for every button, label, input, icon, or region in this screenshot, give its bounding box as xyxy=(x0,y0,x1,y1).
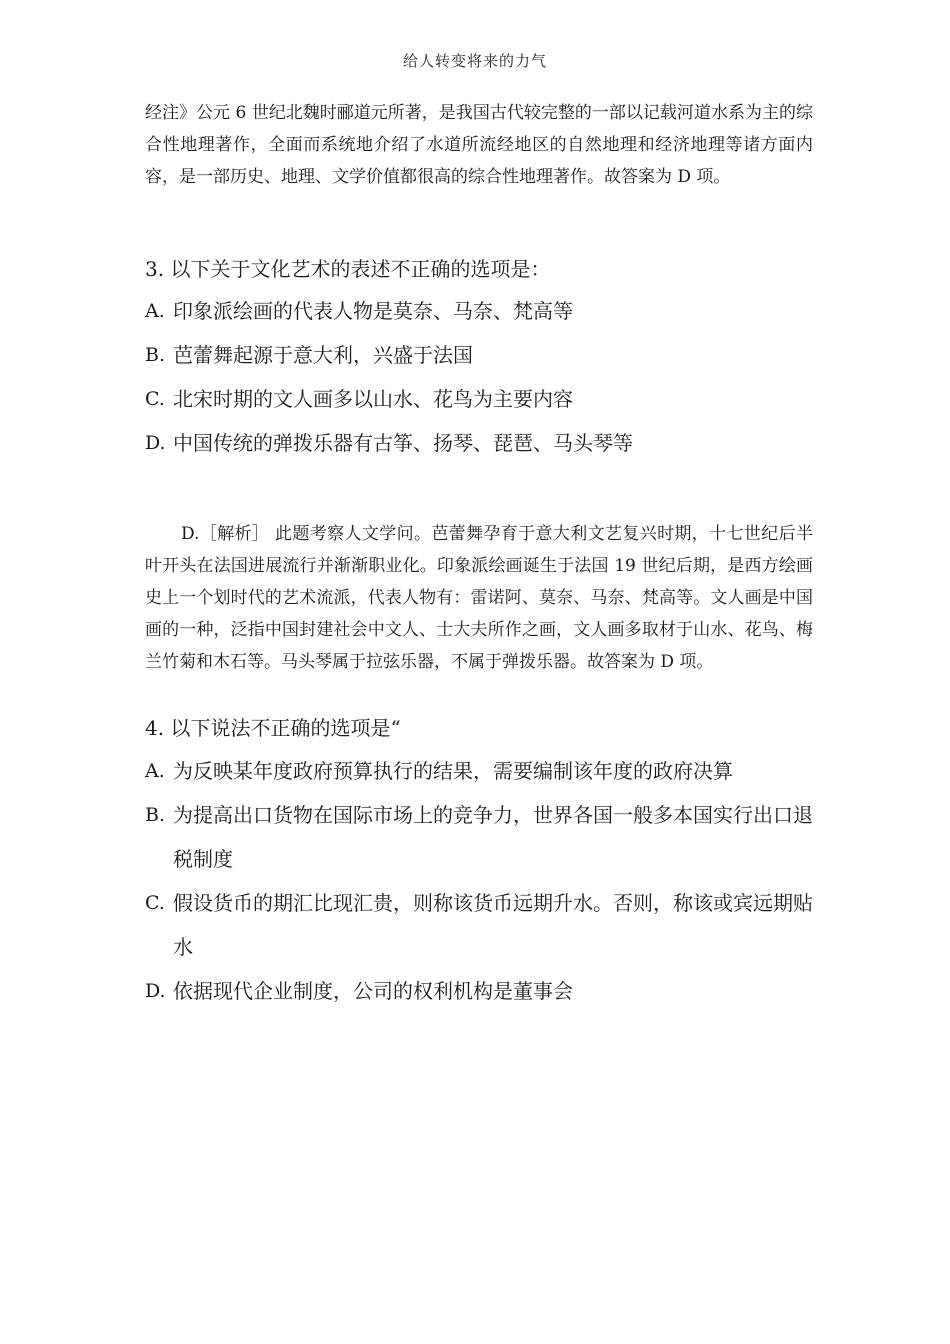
question-3-option-d xyxy=(145,421,815,465)
question-3-option-c xyxy=(145,377,815,421)
question-4-option-d xyxy=(145,969,815,1013)
option-letter: A. xyxy=(145,760,165,782)
question-4-option-c xyxy=(145,881,815,969)
option-text: 为提高出口货物在国际市场上的竞争力，世界各国一般多本国实行出口退税制度 xyxy=(173,803,813,871)
question-4-option-b xyxy=(145,793,815,881)
question-3-option-a xyxy=(145,289,815,333)
option-text: 依据现代企业制度，公司的权利机构是董事会 xyxy=(173,979,573,1003)
option-letter: B. xyxy=(145,804,166,826)
option-letter: C. xyxy=(145,892,165,914)
question-3-option-b xyxy=(145,333,815,377)
option-text: 印象派绘画的代表人物是莫奈、马奈、梵高等 xyxy=(173,299,573,323)
analysis-text: D.［解析］ 此题考察人文学问。芭蕾舞孕育于意大利文艺复兴时期，十七世纪后半叶开头在法国进展流行并渐渐职业化。印象派绘画诞生于法国 19 世纪后期，是西方绘画史上一个划时代的艺术流派，代表人物有：雷诺阿、莫奈、马奈、梵高等。文人画是中国画的一种，泛指中国封建社会中文人、士大夫所作之画，文人画多取材于山水、花鸟、梅兰竹菊和木石等。马头琴属于拉弦乐器，不属于弹拨乐器。故答案为 D 项。 xyxy=(145,524,813,672)
option-letter: D. xyxy=(145,980,166,1002)
question-3-stem: 3. 以下关于文化艺术的表述不正确的选项是： xyxy=(145,257,551,281)
question-4-stem: 4. 以下说法不正确的选项是“ xyxy=(145,716,401,740)
page-header: 给人转变将来的力气 xyxy=(402,52,547,70)
question-3-analysis xyxy=(145,518,813,678)
option-text: 芭蕾舞起源于意大利，兴盛于法国 xyxy=(173,343,473,367)
option-letter: A. xyxy=(145,300,165,322)
option-text: 假设货币的期汇比现汇贵，则称该货币远期升水。否则，称该或宾远期贴水 xyxy=(173,891,813,959)
option-letter: C. xyxy=(145,388,165,410)
intro-paragraph: 经注》公元 6 世纪北魏时郦道元所著，是我国古代较完整的一部以记载河道水系为主的综合性地理著作，全面而系统地介绍了水道所流经地区的自然地理和经济地理等诸方面内容，是一部历史、地理、文学价值都很高的综合性地理著作。故答案为 D 项。 xyxy=(145,103,813,187)
question-4-option-a xyxy=(145,749,815,793)
option-text: 中国传统的弹拨乐器有古筝、扬琴、琵琶、马头琴等 xyxy=(173,431,633,455)
option-text: 为反映某年度政府预算执行的结果，需要编制该年度的政府决算 xyxy=(173,759,733,783)
option-text: 北宋时期的文人画多以山水、花鸟为主要内容 xyxy=(173,387,573,411)
option-letter: B. xyxy=(145,344,166,366)
option-letter: D. xyxy=(145,432,166,454)
